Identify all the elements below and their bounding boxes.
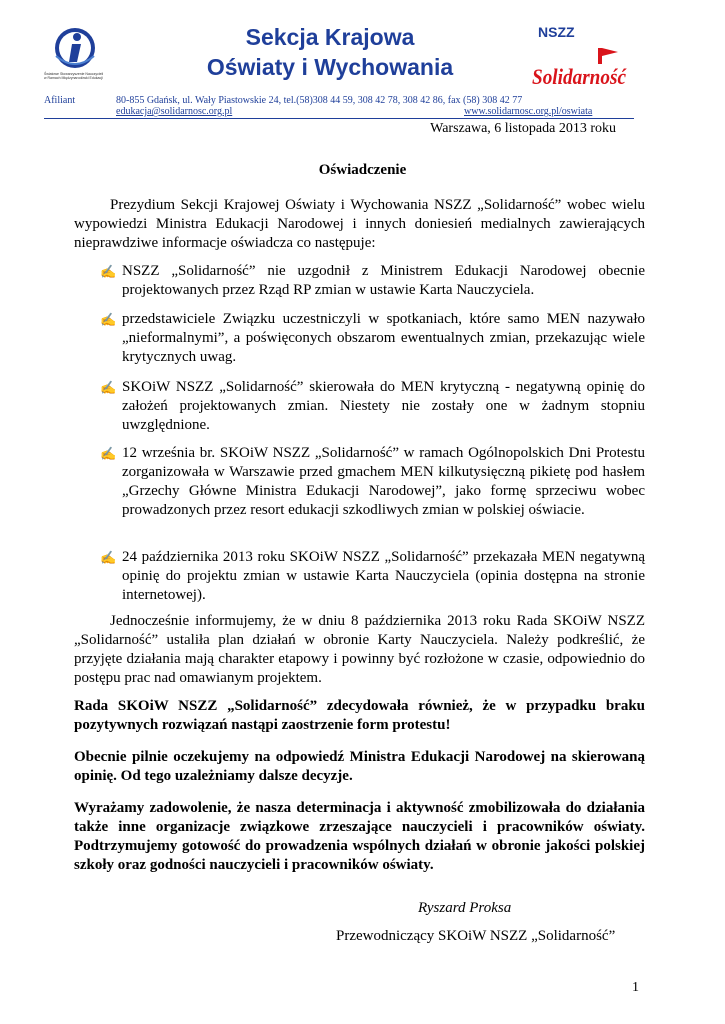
page-number: 1 — [632, 980, 639, 995]
bullet-icon: ✍ — [100, 446, 117, 461]
website-link[interactable]: www.solidarnosc.org.pl/oswiata — [464, 106, 593, 117]
bullet-item-4: 12 września br. SKOiW NSZZ „Solidarność” w ramach Ogólnopolskich Dni Protestu zorganizowała w Warszawie przed gmachem MEN kilkutysięczną pikietę pod hasłem „Grzechy Główne Ministra Edukacji Narodowej”, jako formę sprzeciwu wobec prowadzonych przez resort edukacji szkodliwych zmian w polskiej oświacie. — [122, 445, 645, 518]
title-line-1: Sekcja Krajowa — [245, 24, 415, 50]
solidarnosc-logo — [528, 44, 628, 94]
bullet-icon: ✍ — [100, 312, 117, 327]
bold-paragraph-2: Obecnie pilnie oczekujemy na odpowiedź Ministra Edukacji Narodowej na skierowaną opinię. Od tego uzależniamy dalsze decyzje. — [74, 749, 645, 784]
logo-small-text: Światowe Stowarzyszenie Nauczycieli w Ramach Międzynarodówki Edukacji — [44, 72, 104, 80]
signature-title: Przewodniczący SKOiW NSZZ „Solidarność” — [336, 928, 616, 944]
afiliant-label: Afiliant — [44, 95, 76, 106]
bullet-icon: ✍ — [100, 264, 117, 279]
bullet-item-3: SKOiW NSZZ „Solidarność” skierowała do MEN krytyczną - negatywną opinię do założeń projektowanych zmian. Niestety nie zostały one w żadnym stopniu uwzględnione. — [122, 379, 645, 433]
document-heading: Oświadczenie — [318, 162, 407, 178]
bold-paragraph-3: Wyrażamy zadowolenie, że nasza determinacja i aktywność zmobilizowała do działania także inne organizacje związkowe zrzeszające nauczycieli i pracowników oświaty. Podtrzymujemy gotowość do prowadzenia wspólnych działań w obronie jakości polskiej szkoły oraz godności nauczycieli i pracowników oświaty. — [74, 800, 645, 873]
sekcja-logo-icon — [44, 26, 106, 72]
solidarnosc-logo-text: Solidarność — [532, 64, 628, 89]
header-divider — [44, 118, 634, 119]
email-link[interactable]: edukacja@solidarnosc.org.pl — [116, 106, 233, 117]
title-line-2: Oświaty i Wychowania — [206, 54, 454, 80]
bullet-icon: ✍ — [100, 380, 117, 395]
document-date: Warszawa, 6 listopada 2013 roku — [430, 121, 616, 136]
paragraph-2: Jednocześnie informujemy, że w dniu 8 października 2013 roku Rada SKOiW NSZZ „Solidarność” ustaliła plan działań w obronie Karty Nauczyciela. Należy podkreślić, że przyjęte działania mają charakter etapowy i powinny być rozłożone w czasie, odpowiednio do postępu prac nad omawianym projektem. — [74, 613, 645, 686]
solidarnosc-logo-icon — [528, 44, 628, 94]
bullet-item-5: 24 października 2013 roku SKOiW NSZZ „Solidarność” przekazała MEN negatywną opinię do projektu zmian w ustawie Karta Nauczyciela (opinia dostępna na stronie internetowej). — [122, 549, 645, 603]
page-title — [180, 22, 480, 82]
bullet-item-2: przedstawiciele Związku uczestniczyli w spotkaniach, które samo MEN nazywało „nieformalnymi”, a poświęconych obszarom ewentualnych zmian, przekazując wiele krytycznych uwag. — [122, 311, 645, 365]
signature-name: Ryszard Proksa — [418, 900, 512, 916]
bullet-icon: ✍ — [100, 550, 117, 565]
bullet-item-1: NSZZ „Solidarność” nie uzgodnił z Ministrem Edukacji Narodowej obecnie projektowanych przez Rząd RP zmian w ustawie Karta Nauczyciela. — [122, 263, 645, 298]
intro-paragraph: Prezydium Sekcji Krajowej Oświaty i Wychowania NSZZ „Solidarność” wobec wielu wypowiedzi Ministra Edukacji Narodowej i innych doniesień medialnych zawierających nieprawdziwe informacje oświadcza co następuje: — [74, 197, 645, 251]
address: 80-855 Gdańsk, ul. Wały Piastowskie 24, tel.(58)308 44 59, 308 42 78, 308 42 86, fax (58) 308 42 77 — [116, 95, 523, 106]
nszz-label: NSZZ — [538, 24, 575, 40]
sekcja-logo — [44, 26, 106, 94]
bold-paragraph-1: Rada SKOiW NSZZ „Solidarność” zdecydowała również, że w przypadku braku pozytywnych rozwiązań nastąpi zaostrzenie form protestu! — [74, 698, 645, 733]
